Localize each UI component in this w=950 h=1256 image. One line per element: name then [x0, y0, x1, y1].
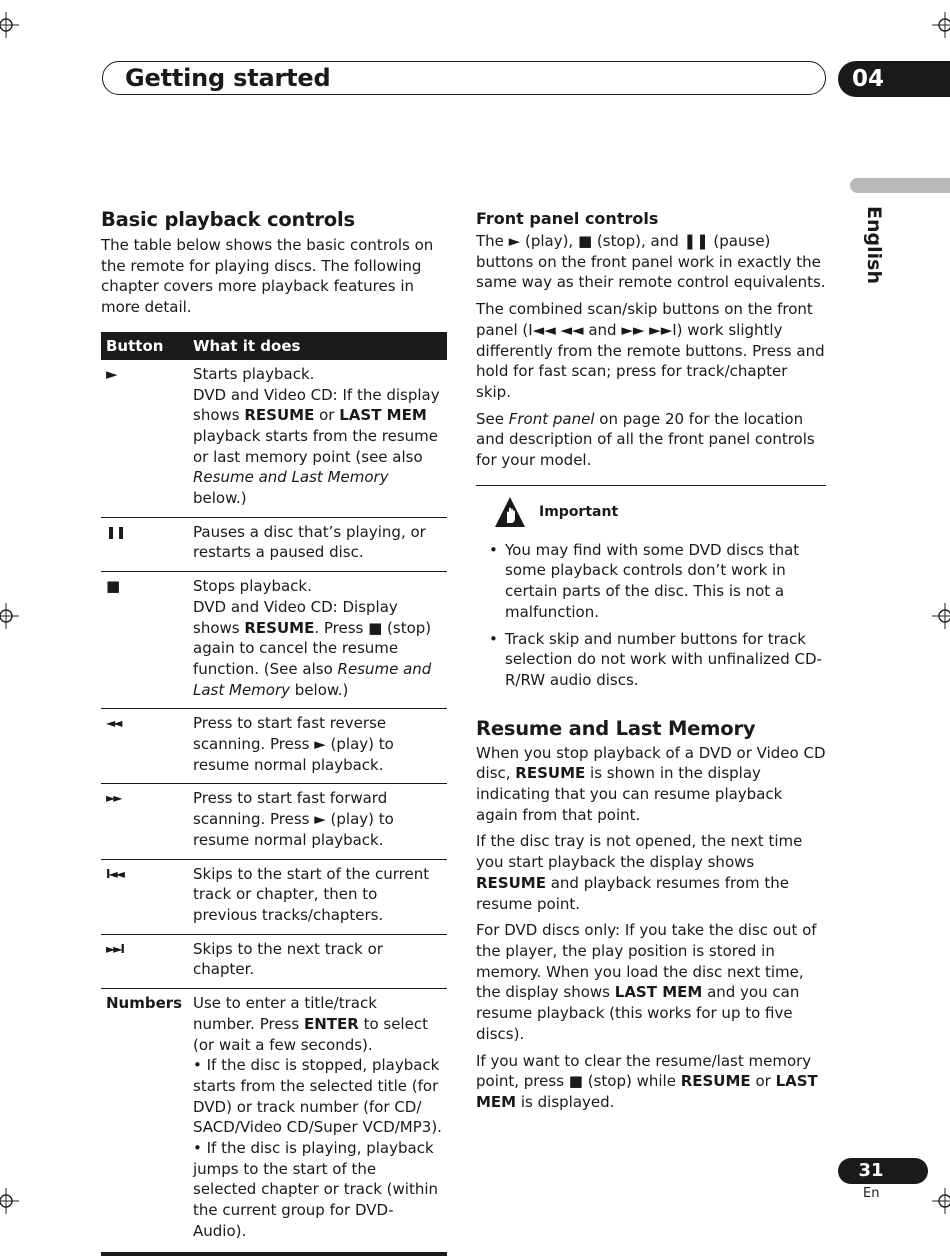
crop-mark-bottom-left — [0, 1188, 19, 1214]
section-heading-resume: Resume and Last Memory — [476, 716, 756, 740]
crop-mark-mid-left — [0, 603, 19, 629]
section-heading-basic-playback: Basic playback controls — [101, 208, 355, 231]
crop-mark-mid-right — [932, 603, 950, 629]
chapter-number-box — [838, 61, 950, 97]
section-divider — [476, 485, 826, 486]
controls-table — [101, 332, 447, 1256]
stop-symbol: ■ — [101, 572, 188, 709]
left-column — [101, 208, 447, 1256]
chapter-title-box — [102, 61, 826, 95]
page-number-pill — [838, 1158, 928, 1184]
numbers-label: Numbers — [101, 989, 188, 1254]
chapter-title: Getting started — [125, 64, 331, 92]
important-notice — [476, 496, 826, 530]
important-list — [476, 540, 826, 691]
chapter-number: 04 — [852, 66, 885, 92]
crop-mark-top-right — [932, 12, 950, 38]
list-item: • You may find with some DVD discs that some playback controls don’t work in certain parts of the disc. This is not a malfunction. — [476, 540, 826, 623]
table-row — [101, 989, 447, 1254]
row-description: Press to start fast reverse scanning. Press ► (play) to resume normal playback. — [188, 709, 447, 784]
page-language-code: En — [863, 1186, 880, 1201]
row-description: Press to start fast forward scanning. Press ► (play) to resume normal playback. — [188, 784, 447, 859]
language-label: English — [863, 206, 885, 284]
fast-forward-symbol: ►► — [101, 784, 188, 859]
front-panel-paragraph-1: The ► (play), ■ (stop), and ❚❚ (pause) buttons on the front panel work in exactly the same way as their remote control equivalents. — [476, 232, 826, 292]
play-symbol: ► — [101, 360, 188, 517]
pause-symbol: ❚❚ — [101, 517, 188, 571]
row-description: Use to enter a title/track number. Press ENTER to select (or wait a few seconds). • If the disc is stopped, playback starts from the selected title (for DVD) or track number (for CD/ SACD/Video CD/Super VCD/MP3). • If the disc is playing, playback jumps to the start of the selected chapter or track (within the current group for DVD-Audio). — [188, 989, 447, 1254]
intro-paragraph: The table below shows the basic controls on the remote for playing discs. The following chapter covers more playback features in more detail. — [101, 236, 434, 317]
skip-next-symbol: ►►I — [101, 934, 188, 988]
row-description: Starts playback. DVD and Video CD: If the display shows RESUME or LAST MEM playback starts from the resume or last memory point (see also Resume and Last Memory below.) — [188, 360, 447, 517]
table-row — [101, 934, 447, 988]
table-header-row — [101, 332, 447, 360]
row-description: Stops playback. DVD and Video CD: Display shows RESUME. Press ■ (stop) again to cancel the resume function. (See also Resume and Last Memory below.) — [188, 572, 447, 709]
fast-reverse-symbol: ◄◄ — [101, 709, 188, 784]
table-row — [101, 784, 447, 859]
table-row — [101, 517, 447, 571]
skip-previous-symbol: I◄◄ — [101, 859, 188, 934]
crop-mark-bottom-right — [932, 1188, 950, 1214]
language-tab — [850, 178, 950, 193]
crop-mark-top-left — [0, 12, 19, 38]
table-row — [101, 709, 447, 784]
row-description: Skips to the start of the current track or chapter, then to previous tracks/chapters. — [188, 859, 447, 934]
table-row — [101, 859, 447, 934]
front-panel-paragraph-3: See Front panel on page 20 for the location and description of all the front panel controls for your model. — [476, 409, 815, 470]
important-label: Important — [539, 503, 619, 520]
column-header-what: What it does — [188, 332, 447, 360]
page-number: 31 — [858, 1160, 884, 1181]
front-panel-paragraph-2: The combined scan/skip buttons on the front panel (I◄◄ ◄◄ and ►► ►►I) work slightly differently from the remote buttons. Press and hold for fast scan; press for track/chapter skip. — [476, 300, 825, 401]
table-row — [101, 360, 447, 517]
resume-paragraph-1: When you stop playback of a DVD or Video CD disc, RESUME is shown in the display indicating that you can resume playback again from that point. — [476, 743, 826, 824]
resume-paragraph-2: If the disc tray is not opened, the next time you start playback the display shows RESUME and playback resumes from the resume point. — [476, 832, 803, 913]
resume-paragraph-3: For DVD discs only: If you take the disc out of the player, the play position is stored in memory. When you load the disc next time, the display shows LAST MEM and you can resume playback (this works for up to five discs). — [476, 921, 817, 1043]
section-heading-front-panel: Front panel controls — [476, 209, 659, 228]
list-item: • Track skip and number buttons for track selection do not work with unfinalized CD-R/RW audio discs. — [476, 629, 826, 691]
resume-paragraph-4: If you want to clear the resume/last memory point, press ■ (stop) while RESUME or LAST MEM is displayed. — [476, 1051, 818, 1111]
row-description: Skips to the next track or chapter. — [188, 934, 447, 988]
right-column — [476, 208, 826, 1119]
warning-hand-icon — [494, 496, 526, 528]
table-row — [101, 572, 447, 709]
row-description: Pauses a disc that’s playing, or restarts a paused disc. — [188, 517, 447, 571]
column-header-button: Button — [101, 332, 188, 360]
